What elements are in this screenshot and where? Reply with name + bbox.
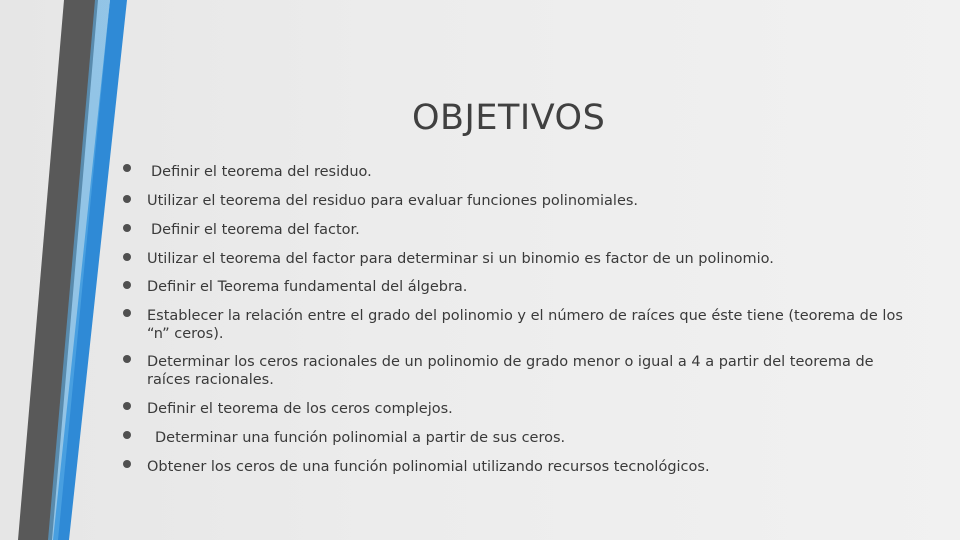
bullet-icon: [123, 309, 131, 317]
list-item-text: Establecer la relación entre el grado del polinomio y el número de raíces que éste tiene (teorema de los “n” ceros).: [147, 308, 903, 342]
list-item-text: Determinar los ceros racionales de un polinomio de grado menor o igual a 4 a partir del teorema de raíces racionales.: [147, 354, 874, 388]
list-item-text: Definir el Teorema fundamental del álgebra.: [147, 279, 468, 295]
bullet-icon: [123, 402, 131, 410]
bullet-icon: [123, 431, 131, 439]
bullet-icon: [123, 164, 131, 172]
bullet-icon: [123, 460, 131, 468]
bullet-icon: [123, 224, 131, 232]
list-item-text: Utilizar el teorema del residuo para evaluar funciones polinomiales.: [147, 193, 639, 209]
bullet-icon: [123, 281, 131, 289]
list-item-text: Utilizar el teorema del factor para determinar si un binomio es factor de un polinomio.: [147, 251, 774, 267]
bullet-icon: [123, 355, 131, 363]
list-item-text: Obtener los ceros de una función polinomial utilizando recursos tecnológicos.: [147, 459, 710, 475]
bullet-icon: [123, 195, 131, 203]
bullet-icon: [123, 253, 131, 261]
list-item-text: Definir el teorema del residuo.: [151, 164, 372, 180]
list-item-text: Determinar una función polinomial a partir de sus ceros.: [155, 430, 566, 446]
slide-title: OBJETIVOS: [412, 98, 606, 138]
list-item-text: Definir el teorema de los ceros complejos.: [147, 401, 453, 417]
list-item-text: Definir el teorema del factor.: [151, 222, 360, 238]
